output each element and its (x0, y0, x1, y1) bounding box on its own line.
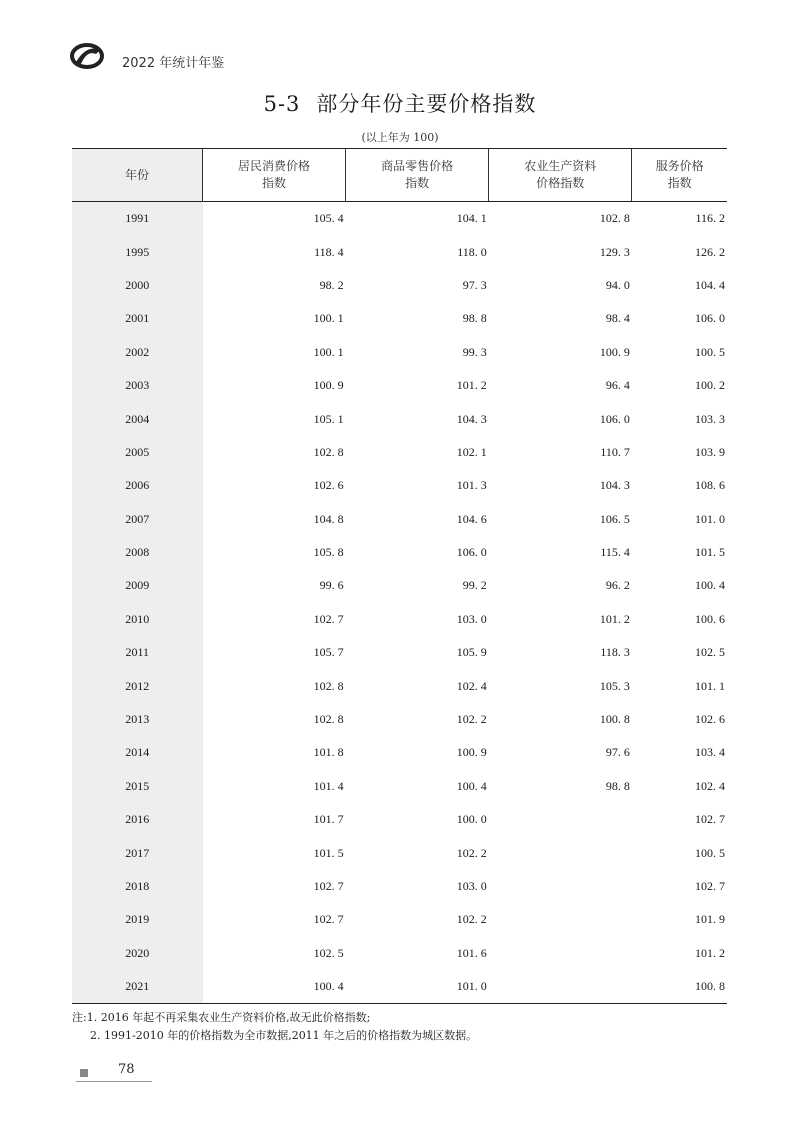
value-cell: 103. 9 (695, 444, 725, 459)
value-cell (489, 803, 632, 836)
table-row (72, 402, 727, 435)
year-cell: 2003 (72, 369, 203, 402)
value-cell: 103. 0 (456, 879, 487, 893)
value-cell: 100. 9 (456, 745, 487, 760)
value-cell: 104. 6 (456, 511, 487, 526)
table-row (72, 937, 727, 970)
page-number: 78 (118, 1062, 135, 1077)
table-title: 部分年份主要价格指数 (316, 92, 537, 116)
value-cell: 115. 4 (600, 545, 630, 560)
table-row (72, 469, 727, 502)
year-cell: 2005 (72, 436, 203, 469)
table-row (72, 703, 727, 736)
value-cell: 101. 5 (695, 545, 725, 560)
value-cell: 97. 3 (462, 277, 487, 292)
value-cell: 104. 1 (456, 211, 487, 226)
value-cell: 97. 6 (605, 745, 630, 760)
value-cell: 96. 4 (605, 378, 630, 393)
value-cell: 104. 8 (313, 511, 344, 526)
value-cell: 106. 5 (599, 511, 630, 526)
value-cell: 116. 2 (695, 211, 725, 226)
year-cell: 2000 (72, 269, 203, 302)
value-cell: 102. 4 (695, 778, 725, 793)
table-body (72, 202, 727, 1004)
value-cell: 102. 2 (456, 712, 487, 727)
year-cell: 2018 (72, 870, 203, 903)
yearbook-logo-icon (70, 42, 104, 70)
value-cell: 104. 3 (599, 478, 630, 493)
year-cell: 2020 (72, 937, 203, 970)
value-cell: 98. 8 (462, 311, 487, 326)
value-cell: 105. 8 (313, 545, 344, 560)
year-cell: 2002 (72, 336, 203, 369)
page-marker (80, 1069, 88, 1077)
table-row (72, 336, 727, 369)
value-cell: 96. 2 (605, 578, 630, 593)
table-row (72, 202, 727, 236)
value-cell: 99. 3 (462, 344, 487, 359)
table-row (72, 603, 727, 636)
page-title (0, 88, 800, 118)
value-cell: 102. 7 (313, 912, 344, 927)
year-cell: 2021 (72, 970, 203, 1004)
value-cell: 101. 8 (313, 745, 344, 760)
value-cell: 101. 0 (695, 511, 725, 526)
year-cell: 1995 (72, 235, 203, 268)
value-cell: 102. 7 (313, 611, 344, 626)
year-cell: 2014 (72, 736, 203, 769)
column-header: 年份 (72, 149, 203, 202)
table-row (72, 536, 727, 569)
value-cell: 101. 1 (695, 678, 725, 693)
value-cell: 102. 6 (695, 712, 725, 727)
value-cell: 99. 6 (319, 578, 344, 593)
year-cell: 2012 (72, 669, 203, 702)
value-cell: 102. 1 (456, 444, 487, 459)
table-row (72, 269, 727, 302)
year-cell: 2010 (72, 603, 203, 636)
value-cell (489, 937, 632, 970)
value-cell: 100. 1 (313, 311, 344, 326)
value-cell: 101. 5 (313, 845, 344, 860)
value-cell: 100. 5 (695, 344, 725, 359)
value-cell: 129. 3 (599, 244, 630, 259)
value-cell: 101. 4 (313, 778, 344, 793)
value-cell: 105. 1 (313, 411, 344, 426)
year-cell: 2011 (72, 636, 203, 669)
value-cell: 102. 2 (456, 912, 487, 927)
value-cell: 105. 4 (313, 211, 344, 226)
year-cell: 2006 (72, 469, 203, 502)
value-cell: 100. 1 (313, 344, 344, 359)
value-cell: 106. 0 (599, 411, 630, 426)
year-cell: 2007 (72, 503, 203, 536)
value-cell: 100. 8 (599, 712, 630, 727)
unit-note: (以上年为 100) (361, 131, 439, 144)
value-cell: 98. 2 (319, 277, 344, 292)
value-cell: 102. 8 (313, 712, 344, 727)
table-row (72, 669, 727, 702)
column-header: 农业生产资料 价格指数 (489, 149, 632, 202)
year-cell: 2016 (72, 803, 203, 836)
year-cell: 2015 (72, 770, 203, 803)
table-row (72, 369, 727, 402)
value-cell (489, 870, 632, 903)
table-row (72, 503, 727, 536)
value-cell: 102. 7 (695, 879, 725, 893)
value-cell: 105. 3 (599, 678, 630, 693)
table-row (72, 436, 727, 469)
value-cell: 102. 7 (695, 812, 725, 827)
table-row (72, 970, 727, 1004)
year-cell: 2019 (72, 903, 203, 936)
table-row (72, 903, 727, 936)
value-cell: 101. 9 (695, 912, 725, 927)
table-number: 5-3 (263, 92, 301, 116)
value-cell: 102. 5 (695, 645, 725, 660)
page-divider (76, 1081, 152, 1082)
value-cell: 100. 6 (695, 611, 725, 626)
value-cell: 102. 4 (456, 678, 487, 693)
value-cell: 100. 0 (456, 812, 487, 827)
value-cell: 103. 0 (456, 611, 487, 626)
value-cell: 118. 0 (457, 244, 487, 259)
value-cell: 100. 4 (695, 578, 725, 593)
value-cell: 118. 3 (600, 645, 630, 660)
column-header: 商品零售价格 指数 (346, 149, 489, 202)
table-header (72, 149, 727, 202)
value-cell: 98. 4 (605, 311, 630, 326)
table-row (72, 302, 727, 335)
value-cell: 100. 4 (456, 778, 487, 793)
value-cell: 102. 8 (313, 678, 344, 693)
year-cell: 2013 (72, 703, 203, 736)
value-cell: 108. 6 (695, 478, 725, 493)
value-cell: 106. 0 (456, 545, 487, 560)
value-cell: 101. 3 (456, 478, 487, 493)
value-cell: 106. 0 (695, 311, 725, 326)
column-header: 服务价格 指数 (632, 149, 727, 202)
footnote-2: 2. 1991-2010 年的价格指数为全市数据,2011 年之后的价格指数为城区数据。 (90, 1029, 478, 1042)
value-cell: 105. 9 (456, 645, 487, 660)
value-cell (489, 903, 632, 936)
table-row (72, 870, 727, 903)
value-cell: 101. 2 (599, 611, 630, 626)
table-row (72, 803, 727, 836)
year-cell: 2008 (72, 536, 203, 569)
value-cell: 101. 7 (313, 812, 344, 827)
value-cell: 118. 4 (314, 244, 344, 259)
value-cell: 104. 3 (456, 411, 487, 426)
value-cell: 98. 8 (605, 778, 630, 793)
year-cell: 2004 (72, 402, 203, 435)
value-cell: 100. 2 (695, 378, 725, 393)
table-row (72, 770, 727, 803)
year-cell: 2009 (72, 569, 203, 602)
table-row (72, 636, 727, 669)
value-cell: 103. 4 (695, 745, 725, 760)
year-cell: 1991 (72, 202, 203, 236)
value-cell: 126. 2 (695, 244, 725, 259)
year-cell: 2001 (72, 302, 203, 335)
value-cell: 101. 6 (456, 945, 487, 960)
value-cell (489, 970, 632, 1004)
value-cell: 100. 4 (203, 970, 346, 1004)
value-cell: 110. 7 (600, 444, 630, 459)
value-cell: 100. 9 (313, 378, 344, 393)
column-header: 居民消费价格 指数 (203, 149, 346, 202)
value-cell: 101. 2 (456, 378, 487, 393)
value-cell: 102. 8 (599, 211, 630, 226)
table-row (72, 569, 727, 602)
value-cell (489, 836, 632, 869)
value-cell: 103. 3 (695, 411, 725, 426)
table-row (72, 736, 727, 769)
value-cell: 101. 0 (346, 970, 489, 1004)
value-cell: 100. 8 (632, 970, 727, 1004)
value-cell: 99. 2 (462, 578, 487, 593)
value-cell: 102. 2 (456, 845, 487, 860)
value-cell: 104. 4 (695, 277, 725, 292)
value-cell: 102. 7 (313, 879, 344, 893)
footnote-1: 注:1. 2016 年起不再采集农业生产资料价格,故无此价格指数; (72, 1011, 371, 1024)
value-cell: 102. 8 (313, 444, 344, 459)
table-row (72, 235, 727, 268)
value-cell: 105. 7 (313, 645, 344, 660)
value-cell: 102. 5 (313, 945, 344, 960)
year-cell: 2017 (72, 836, 203, 869)
header-row (72, 149, 727, 202)
value-cell: 100. 5 (695, 845, 725, 860)
yearbook-label: 2022 年统计年鉴 (122, 56, 225, 71)
value-cell: 100. 9 (599, 344, 630, 359)
price-index-table (72, 148, 727, 1004)
value-cell: 94. 0 (605, 277, 630, 292)
value-cell: 102. 6 (313, 478, 344, 493)
value-cell: 101. 2 (695, 945, 725, 960)
table-row (72, 836, 727, 869)
